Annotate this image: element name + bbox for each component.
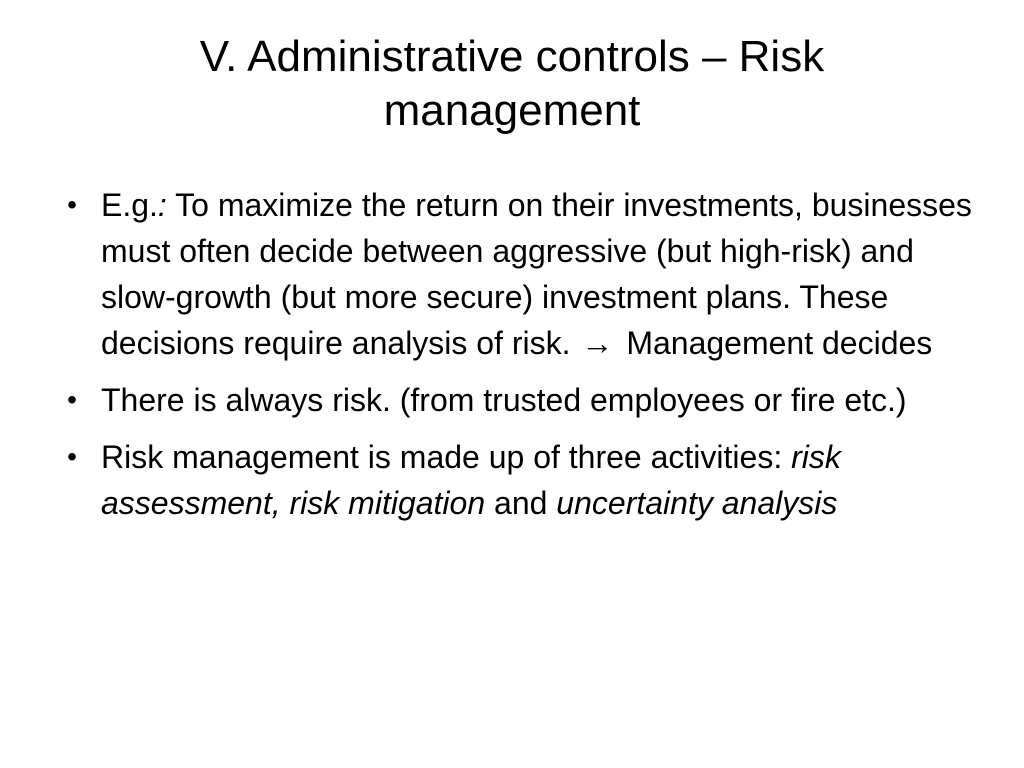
bullet-text-after-arrow: Management decides: [617, 325, 933, 361]
bullet-item-example: [60, 182, 980, 366]
bullet-text: There is always risk. (from trusted employees or fire etc.): [101, 382, 907, 418]
bullet-text: To maximize the return on their investments, businesses must often decide between aggressive (but high-risk) and slow-growth (but more secure) investment plans. These decisions require analysis of risk.: [101, 187, 972, 361]
bullet-text: Risk management is made up of three activities:: [101, 439, 792, 475]
slide-title-line2: management: [383, 86, 641, 135]
bullet-dot-icon: •: [67, 441, 77, 472]
right-arrow-icon: →: [581, 325, 614, 361]
bullet-italic-activities: risk assessment, risk mitigation: [101, 439, 841, 521]
slide-title: [56, 30, 968, 138]
bullet-dot-icon: •: [67, 189, 77, 220]
bullet-item-always-risk: [60, 377, 980, 423]
bullet-dot-icon: •: [67, 384, 77, 415]
bullet-list: [60, 182, 980, 537]
bullet-item-activities: [60, 434, 980, 526]
bullet-italic-uncertainty: uncertainty analysis: [556, 485, 838, 521]
slide-title-line1: V. Administrative controls – Risk: [199, 32, 825, 81]
bullet-prefix: E.g.: [101, 187, 158, 223]
bullet-text-and: and: [485, 485, 557, 521]
bullet-prefix-colon: :: [157, 187, 167, 223]
